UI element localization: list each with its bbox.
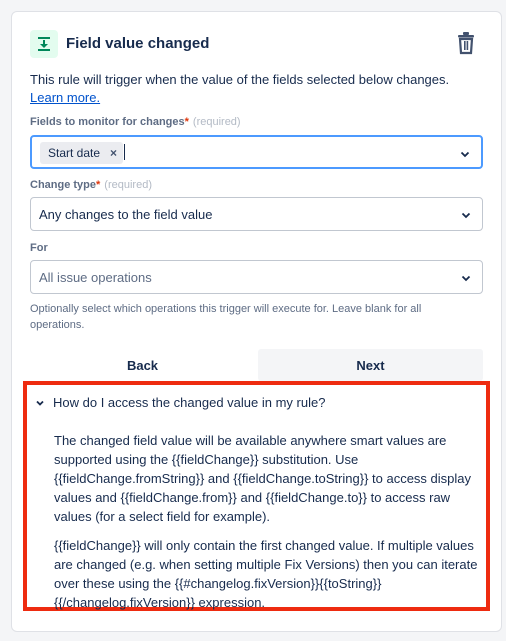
faq-answer: [54, 431, 484, 612]
trash-icon[interactable]: [455, 30, 477, 56]
required-star: *: [96, 179, 101, 191]
remove-tag-icon[interactable]: ×: [110, 146, 118, 160]
required-hint: (required): [192, 116, 241, 128]
for-label: For: [30, 242, 48, 254]
faq-section: [23, 381, 490, 611]
chevron-down-icon[interactable]: [459, 148, 471, 160]
panel-title: Field value changed: [66, 35, 210, 52]
change-type-value: Any changes to the field value: [39, 207, 213, 222]
required-hint: (required): [104, 179, 152, 191]
faq-toggle[interactable]: [35, 395, 325, 410]
change-type-label: [30, 179, 152, 191]
trigger-config-panel: [11, 11, 502, 632]
change-type-label-text: Change type: [30, 179, 97, 191]
change-type-select[interactable]: [30, 197, 483, 231]
next-button[interactable]: Next: [258, 349, 483, 381]
trigger-description: [30, 71, 470, 107]
for-help-text: Optionally select which operations this trigger will execute for. Leave blank for all operations.: [30, 303, 422, 331]
field-download-icon: [30, 30, 58, 58]
for-placeholder: All issue operations: [39, 270, 152, 285]
back-button[interactable]: Back: [30, 349, 255, 381]
chevron-down-icon[interactable]: [460, 209, 472, 221]
panel-header: [30, 30, 483, 58]
fields-monitor-select[interactable]: [30, 135, 483, 169]
text-caret: [124, 144, 125, 160]
faq-paragraph: {{fieldChange}} will only contain the first changed value. If multiple values are changed (e.g. when setting multiple Fix Versions) then you can iterate over these using the {{#changelog.fixVersion}}{{toString}}{{/changelog.fixVersion}} expression.: [54, 538, 478, 610]
faq-paragraph: The changed field value will be available anywhere smart values are supported using the {{fieldChange}} substitution. Use {{fieldChange.fromString}} and {{fieldChange.toString}} to access display values and {{fieldChange.from}} and {{fieldChange.to}} to access raw values (for a select field for example).: [54, 433, 472, 524]
learn-more-link[interactable]: Learn more.: [30, 90, 101, 105]
field-tag-label: Start date: [48, 146, 101, 160]
chevron-down-icon: [35, 398, 45, 408]
faq-question: How do I access the changed value in my rule?: [53, 395, 326, 410]
fields-monitor-label: [30, 116, 241, 128]
description-text: This rule will trigger when the value of the fields selected below changes.: [30, 72, 450, 87]
chevron-down-icon[interactable]: [460, 272, 472, 284]
required-star: *: [184, 116, 189, 128]
field-tag: [40, 142, 123, 164]
for-select[interactable]: [30, 260, 483, 294]
fields-monitor-label-text: Fields to monitor for changes: [30, 116, 185, 128]
